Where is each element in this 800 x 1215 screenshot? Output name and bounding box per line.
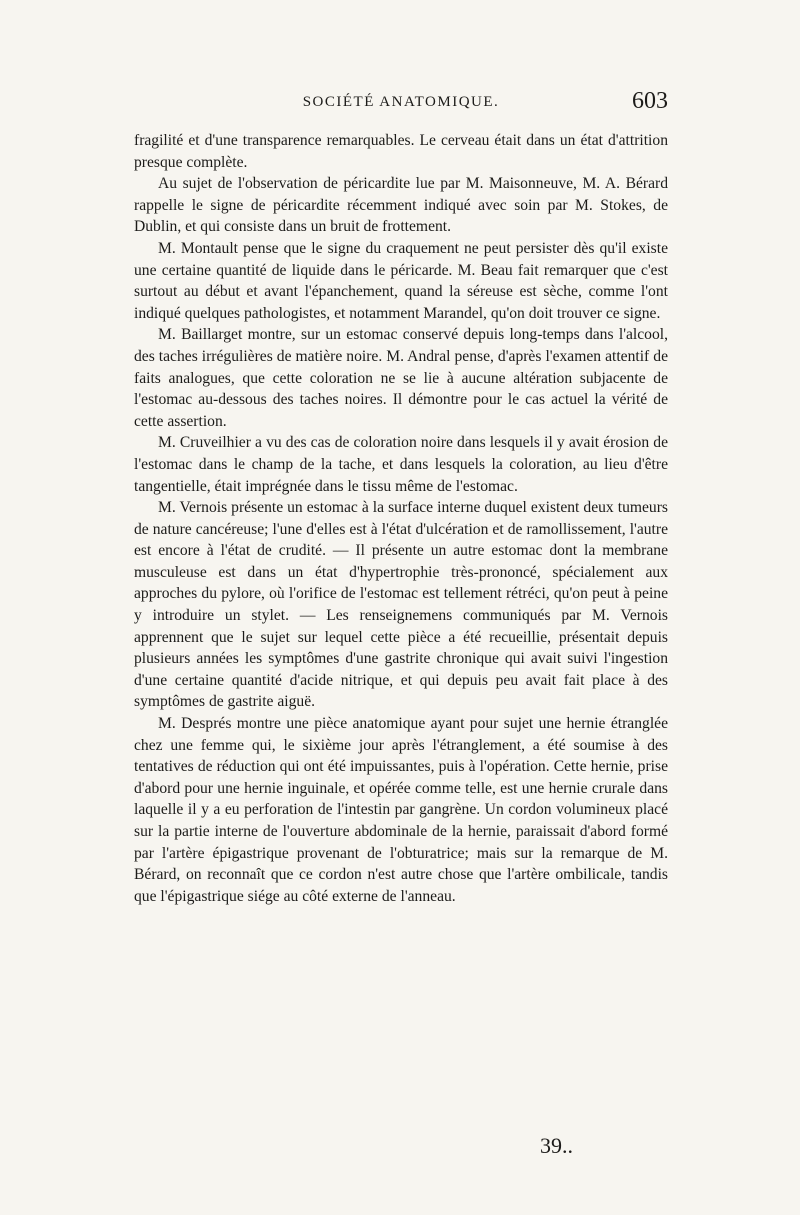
paragraph-continuation: fragilité et d'une transparence remarquables. Le cerveau était dans un état d'attrition presque complète.: [134, 132, 668, 171]
paragraph-despres: M. Després montre une pièce anatomique ayant pour sujet une hernie étranglée chez une femme qui, le sixième jour après l'étranglement, a été soumise à des tentatives de réduction qui ont été impuissantes, puis à l'opération. Cette hernie, prise d'abord pour une hernie inguinale, et opérée comme telle, est une hernie crurale dans laquelle il y a eu perforation de l'intestin par gangrène. Un cordon volumineux placé sur la partie interne de l'ouverture abdominale de la hernie, paraissait d'abord formé par l'artère épigastrique provenant de l'obturatrice; mais sur la remarque de M. Bérard, on reconnaît que ce cordon n'est autre chose que l'artère ombilicale, tandis que l'épigastrique siége au côté externe de l'anneau.: [134, 715, 668, 905]
signature-mark: 39..: [540, 1133, 573, 1158]
paragraph-baillarget-andral: M. Baillarget montre, sur un estomac conservé depuis long-temps dans l'alcool, des taches irrégulières de matière noire. M. Andral pense, d'après l'examen attentif de faits analogues, que cette coloration ne se lie à aucune altération subjacente de l'estomac au-dessous des taches noires. Il démontre pour le cas actuel la vérité de cette assertion.: [134, 326, 668, 430]
paragraph-vernois: M. Vernois présente un estomac à la surface interne duquel existent deux tumeurs de nature cancéreuse; l'une d'elles est à l'état d'ulcération et de ramollissement, l'autre est encore à l'état de crudité. — Il présente un autre estomac dont la membrane musculeuse est dans un état d'hypertrophie très-prononcé, spécialement aux approches du pylore, où l'orifice de l'estomac est tellement rétréci, qu'on peut à peine y introduire un stylet. — Les renseignemens communiqués par M. Vernois apprennent que le sujet sur lequel cette pièce a été recueillie, présentait depuis plusieurs années les symptômes d'une gastrite chronique qui avait suivi l'ingestion d'une certaine quantité d'acide nitrique, et qui depuis peu avait fait place à des symptômes de gastrite aiguë.: [134, 499, 668, 711]
page-header: [134, 90, 668, 118]
page-number: 603: [632, 88, 668, 114]
paragraph-berard-stokes: Au sujet de l'observation de péricardite lue par M. Maisonneuve, M. A. Bérard rappelle le signe de péricardite récemment indiqué avec soin par M. Stokes, de Dublin, et qui consiste dans un bruit de frottement.: [134, 175, 668, 236]
paragraph-montault-beau: M. Montault pense que le signe du craquement ne peut persister dès qu'il existe une certaine quantité de liquide dans le péricarde. M. Beau fait remarquer que c'est surtout au début et avant l'épanchement, quand la séreuse est sèche, comme l'ont indiqué quelques pathologistes, et notamment Marandel, qu'on doit trouver ce signe.: [134, 239, 668, 322]
running-head: SOCIÉTÉ ANATOMIQUE.: [302, 94, 500, 110]
paragraph-cruveilhier: M. Cruveilhier a vu des cas de coloration noire dans lesquels il y avait érosion de l'estomac dans le champ de la tache, et dans lesquels la coloration, au lieu d'être tangentielle, était imprégnée dans le tissu même de l'estomac.: [134, 434, 668, 495]
body-text: [134, 130, 668, 907]
